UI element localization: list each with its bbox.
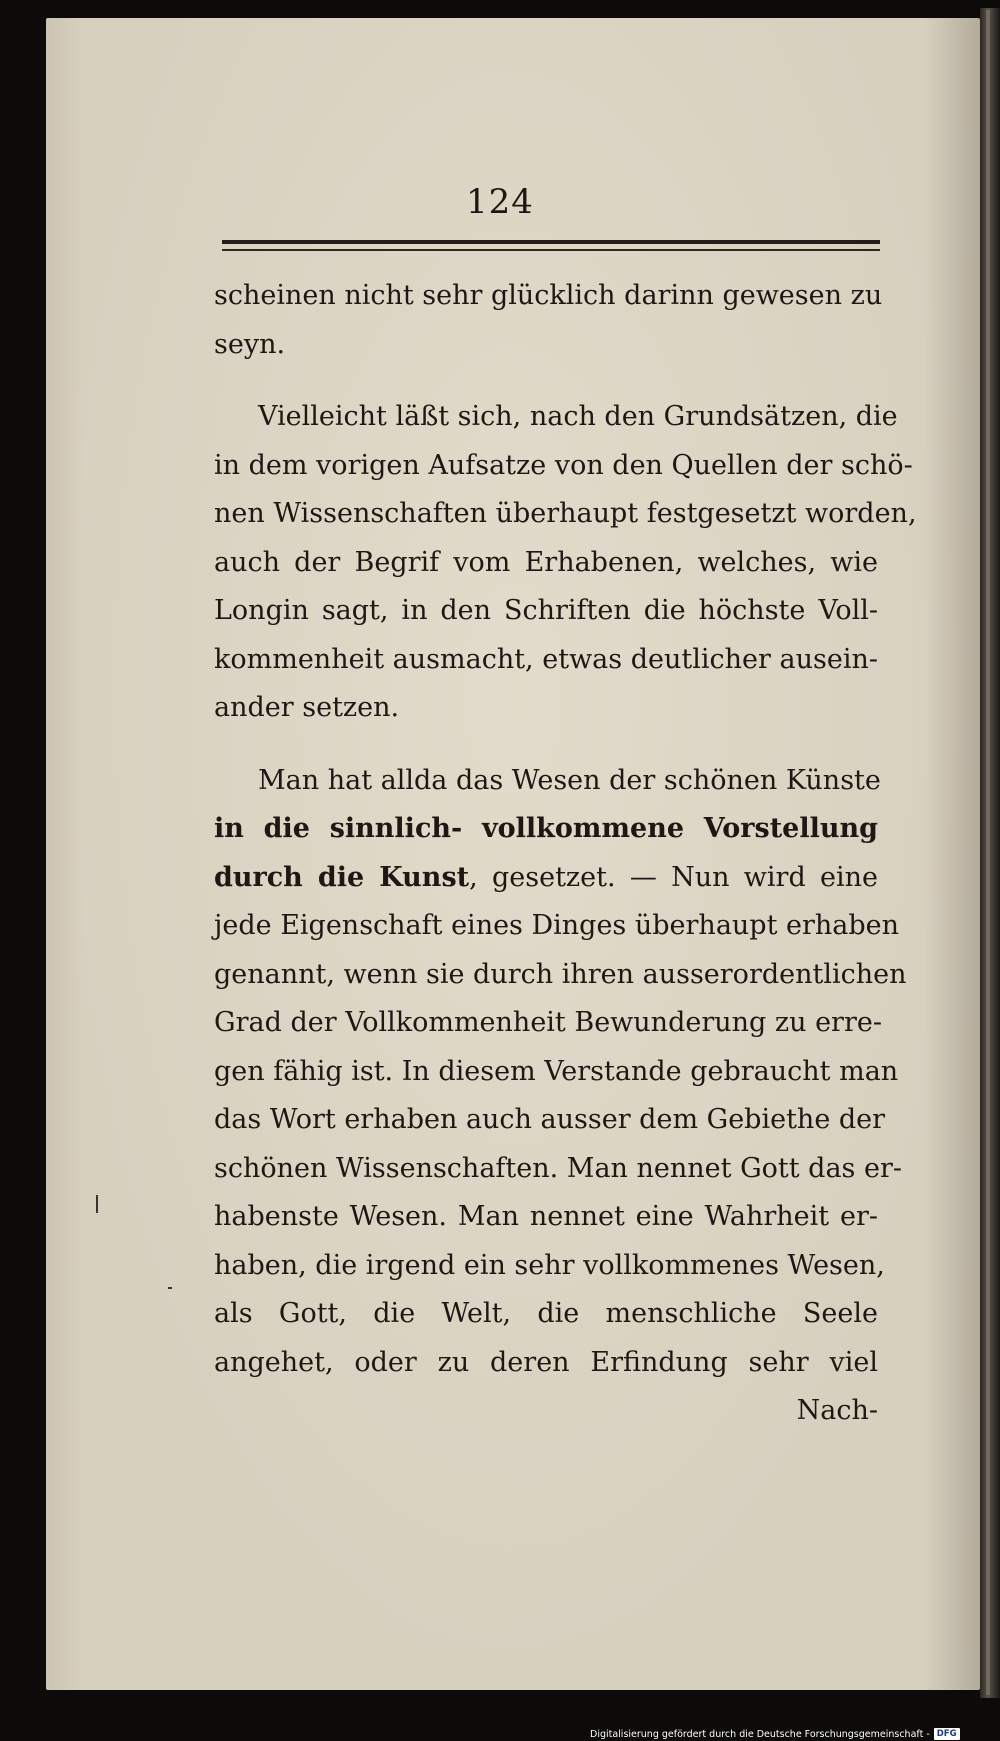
text-line	[214, 854, 878, 903]
text-line: als Gott, die Welt, die menschliche Seele	[214, 1298, 878, 1329]
text-line: auch der Begrif vom Erhabenen, welches, wie	[214, 546, 878, 578]
header-rule-thin	[222, 249, 880, 251]
text-line: jede Eigenschaft eines Dinges überhaupt erhaben	[214, 910, 900, 941]
text-line: in dem vorigen Aufsatze von den Quellen der schö-	[214, 449, 913, 481]
digitization-footer	[590, 1727, 1000, 1741]
page-edge-highlight	[986, 10, 990, 1695]
paper-speck	[96, 1195, 98, 1213]
text-line-emphasis: in die sinnlich- vollkommene Vorstellung	[214, 813, 878, 844]
text-line: seyn.	[214, 328, 286, 360]
text-line: Man hat allda das Wesen der schönen Künste	[258, 764, 881, 796]
text-line: genannt, wenn sie durch ihren ausserordentlichen	[214, 958, 907, 990]
emphasis-text: durch die Kunst	[214, 861, 470, 893]
text-line: ander setzen.	[214, 692, 400, 723]
page-text	[214, 272, 917, 1436]
text-line: habenste Wesen. Man nennet eine Wahrheit er-	[214, 1201, 878, 1232]
text-fragment: , gesetzet. — Nun wird eine	[469, 861, 878, 893]
text-line: Vielleicht läßt sich, nach den Grundsätzen, die	[258, 401, 898, 432]
text-line: das Wort erhaben auch ausser dem Gebiethe der	[214, 1104, 886, 1135]
paragraph-gap	[214, 369, 878, 393]
paragraph-gap	[214, 733, 878, 757]
text-line: Longin sagt, in den Schriften die höchste Voll-	[214, 595, 878, 626]
text-line: schönen Wissenschaften. Man nennet Gott das er-	[214, 1152, 902, 1184]
text-line: Grad der Vollkommenheit Bewunderung zu erre-	[214, 1007, 882, 1038]
text-line: angehet, oder zu deren Erfindung sehr viel	[214, 1346, 878, 1378]
page-edge	[980, 8, 1000, 1698]
page-number: 124	[466, 182, 534, 222]
text-line: gen fähig ist. In diesem Verstande gebraucht man	[214, 1055, 899, 1087]
text-line: scheinen nicht sehr glücklich darinn gewesen zu	[214, 280, 883, 311]
paper-speck	[168, 1287, 172, 1289]
text-line: kommenheit ausmacht, etwas deutlicher ausein-	[214, 643, 878, 675]
text-line: haben, die irgend ein sehr vollkommenes Wesen,	[214, 1249, 885, 1281]
dfg-logo: DFG	[934, 1728, 960, 1740]
footer-text: Digitalisierung gefördert durch die Deutsche Forschungsgemeinschaft -	[590, 1728, 930, 1740]
header-rule-thick	[222, 240, 880, 244]
text-line: nen Wissenschaften überhaupt festgesetzt worden,	[214, 498, 917, 529]
catchword: Nach-	[796, 1395, 878, 1426]
